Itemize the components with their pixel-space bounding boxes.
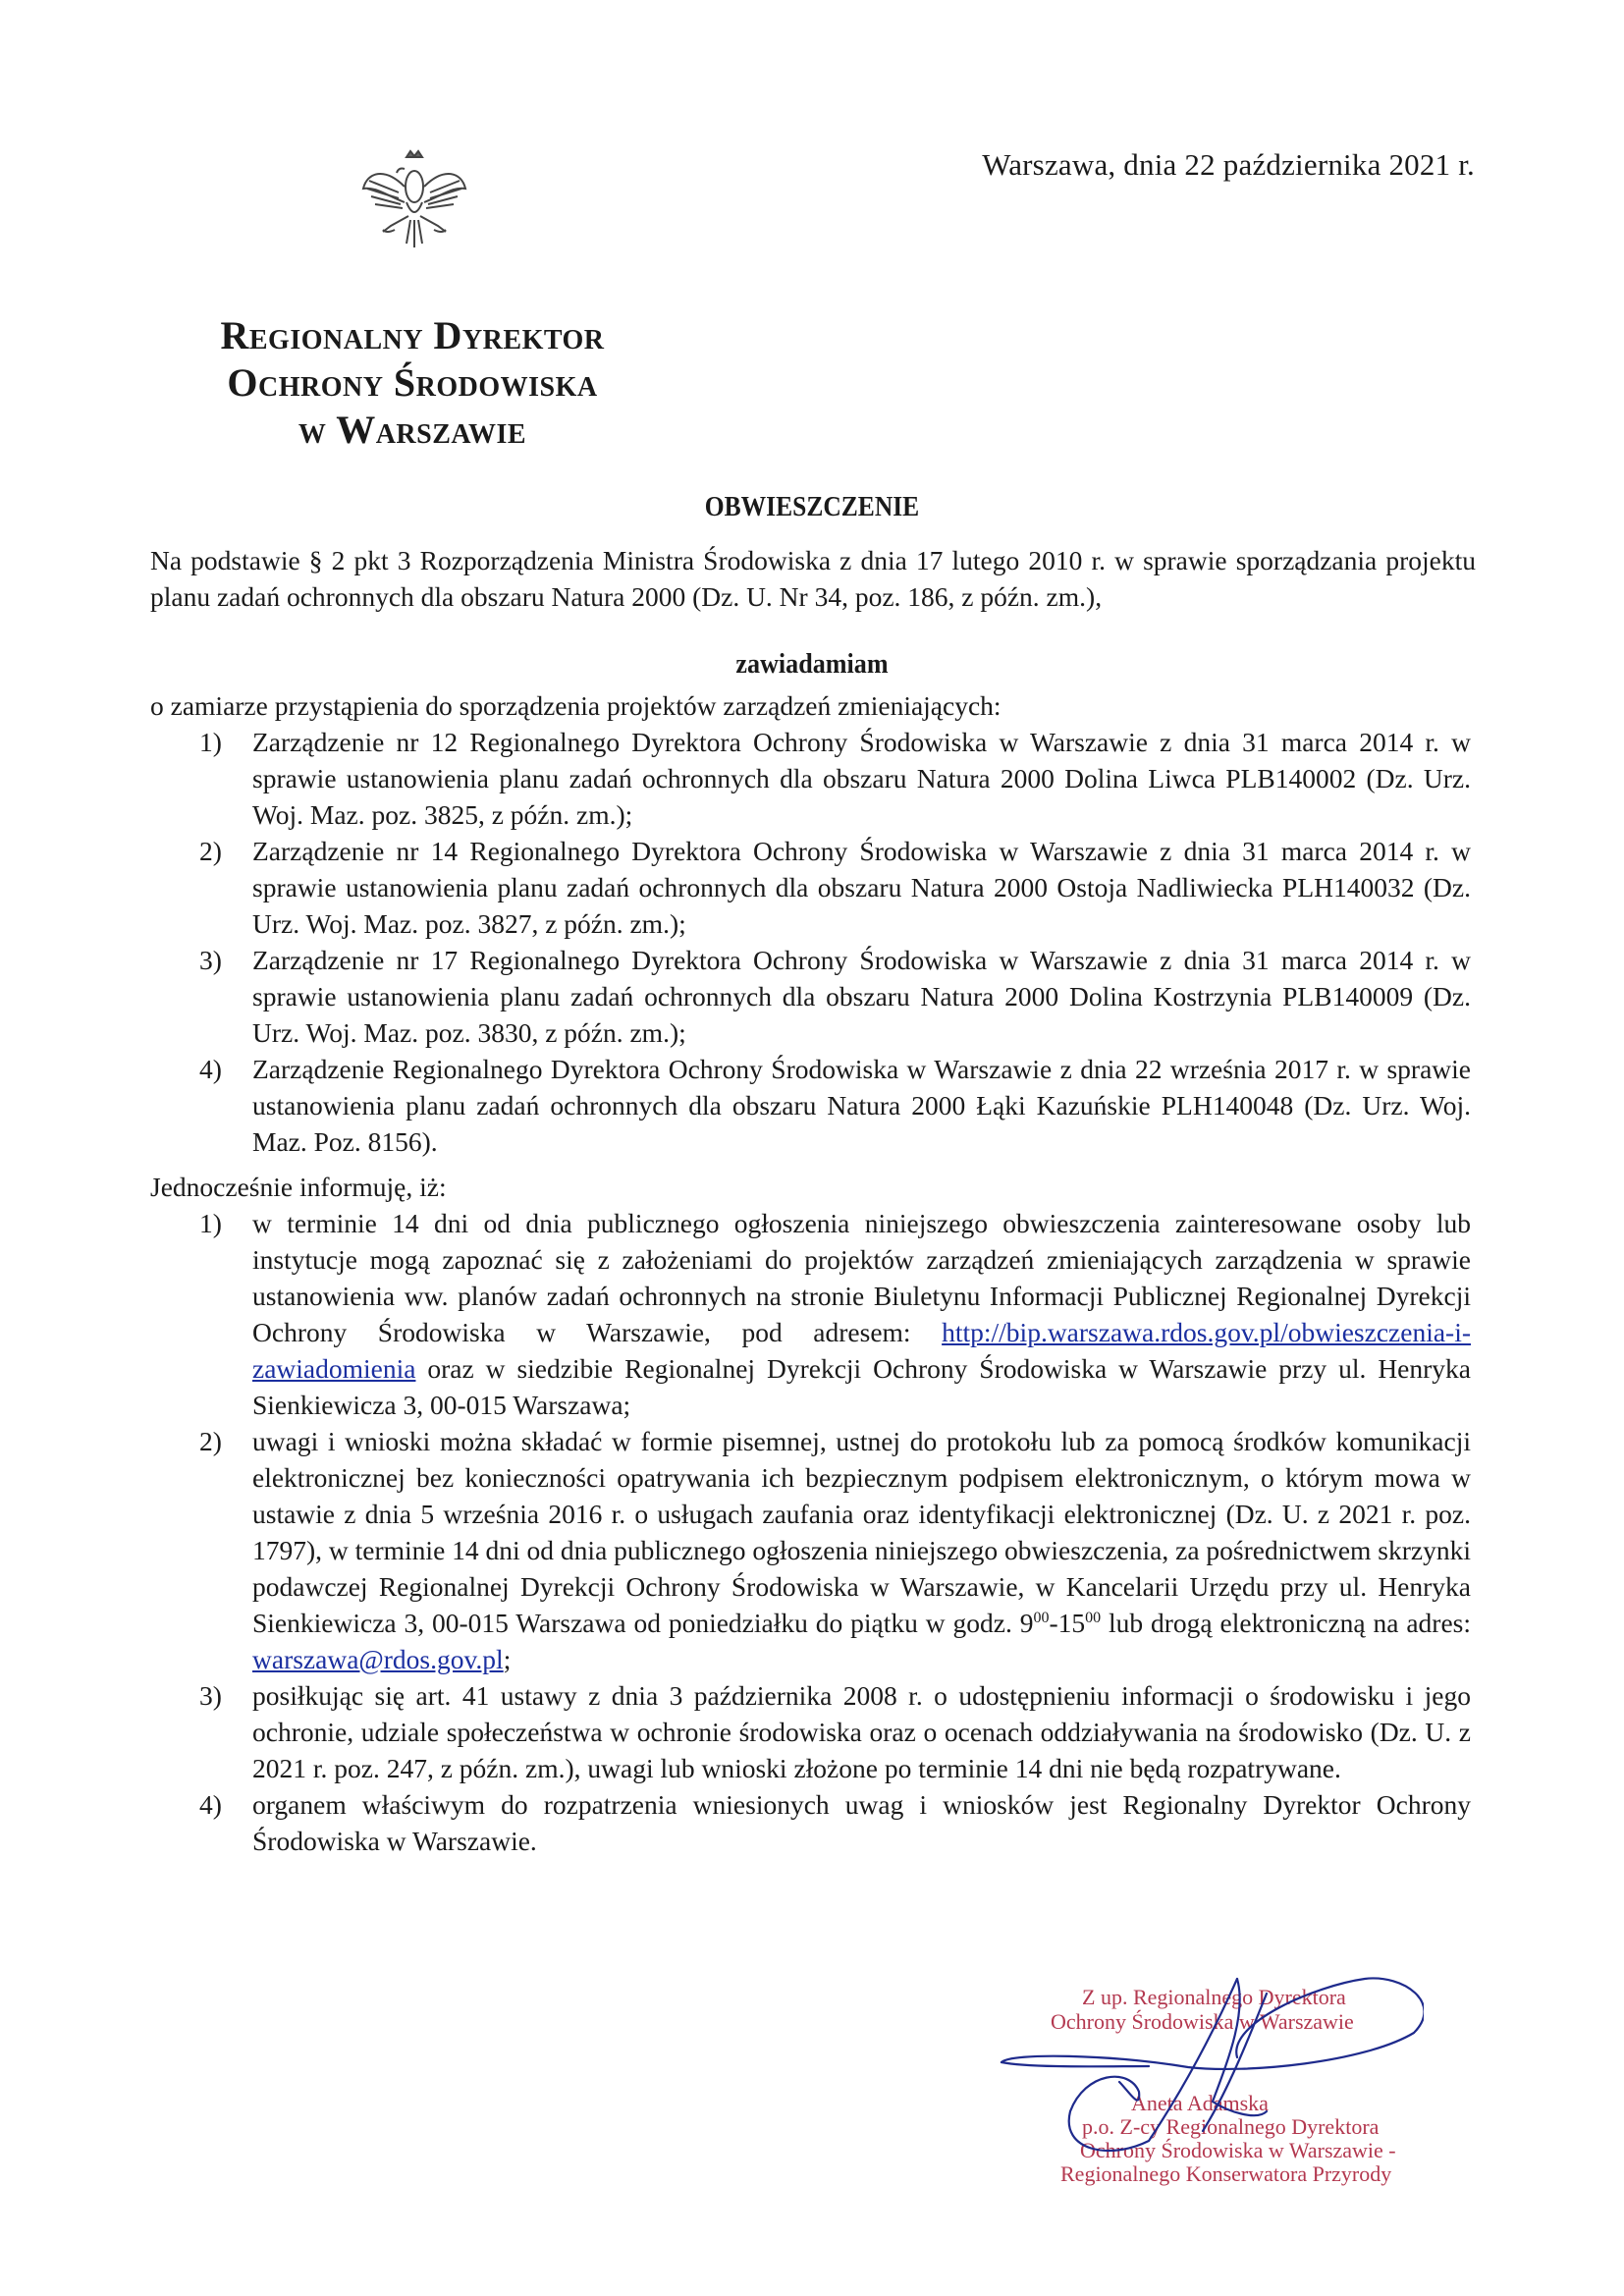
list-item (150, 1051, 1471, 1160)
list-item-text: Zarządzenie Regionalnego Dyrektora Ochrony Środowiska w Warszawie z dnia 22 września 2017 r. w sprawie ustanowienia planu zadań ochronnych dla obszaru Natura 2000 Łąki Kazuńskie PLH140048 (Dz. Urz. Woj. Maz. Poz. 8156). (252, 1054, 1471, 1157)
info-lead: Jednocześnie informuję, iż: (150, 1172, 447, 1202)
bip-link[interactable]: http://bip.warszawa.rdos.gov.pl/obwieszczenia-i-zawiadomienia (252, 1317, 1471, 1384)
info-list (150, 1205, 1471, 1859)
list-item (150, 1205, 1471, 1423)
list-number: 2) (199, 836, 222, 866)
polish-eagle-emblem-icon (355, 147, 473, 257)
list-number: 4) (199, 1789, 222, 1820)
list-item (150, 1786, 1471, 1859)
stamp-line: p.o. Z-cy Regionalnego Dyrektora (1082, 2114, 1380, 2139)
list-item-text: Zarządzenie nr 12 Regionalnego Dyrektora Ochrony Środowiska w Warszawie z dnia 31 marca 2014 r. w sprawie ustanowienia planu zadań ochronnych dla obszaru Natura 2000 Dolina Liwca PLB140002 (Dz. Urz. Woj. Maz. poz. 3825, z późn. zm.); (252, 727, 1471, 830)
stamp-line: Ochrony Środowiska w Warszawie - (1080, 2138, 1396, 2162)
list-number: 2) (199, 1426, 222, 1456)
stamp-line: Ochrony Środowiska w Warszawie (1051, 2009, 1354, 2034)
list-item-text: lub drogą elektroniczną na adres: (1101, 1608, 1472, 1638)
list-number: 1) (199, 1208, 222, 1238)
announce-word: zawiadamiam (735, 648, 889, 680)
list-item-text: organem właściwym do rozpatrzenia wniesionych uwag i wniosków jest Regionalny Dyrektor Ochrony Środowiska w Warszawie. (252, 1789, 1471, 1856)
stamp-line: Z up. Regionalnego Dyrektora (1082, 1985, 1346, 2009)
stamp-signatory-name: Aneta Adamska (1131, 2091, 1269, 2115)
legal-basis-paragraph: Na podstawie § 2 pkt 3 Rozporządzenia Ministra Środowiska z dnia 17 lutego 2010 r. w sprawie sporządzania projektu planu zadań ochronnych dla obszaru Natura 2000 (Dz. U. Nr 34, poz. 186, z późn. zm.), (150, 545, 1476, 612)
list-number: 3) (199, 1680, 222, 1711)
stamp-line: Regionalnego Konserwatora Przyrody (1060, 2161, 1392, 2186)
list-item-text: uwagi i wnioski można składać w formie pisemnej, ustnej do protokołu lub za pomocą środków komunikacji elektronicznej bez konieczności opatrywania ich bezpiecznym podpisem elektronicznym, o którym mowa w ustawie z dnia 5 września 2016 r. o usługach zaufania oraz identyfikacji elektronicznej (Dz. U. z 2021 r. poz. 1797), w terminie 14 dni od dnia publicznego ogłoszenia niniejszego obwieszczenia, za pośrednictwem skrzynki podawczej Regionalnej Dyrekcji Ochrony Środowiska w Warszawie, w Kancelarii Urzędu przy ul. Henryka Sienkiewicza 3, 00-015 Warszawa od poniedziałku do piątku w godz. (252, 1426, 1471, 1638)
hours-start: 9 (1019, 1608, 1034, 1638)
hours-end: 15 (1057, 1608, 1086, 1638)
document-title: OBWIESZCZENIE (704, 491, 920, 522)
list-item (150, 833, 1471, 942)
list-item-text: Zarządzenie nr 14 Regionalnego Dyrektora Ochrony Środowiska w Warszawie z dnia 31 marca 2014 r. w sprawie ustanowienia planu zadań ochronnych dla obszaru Natura 2000 Ostoja Nadliwiecka PLH140032 (Dz. Urz. Woj. Maz. poz. 3827, z późn. zm.); (252, 836, 1471, 939)
list-item (150, 942, 1471, 1051)
list-item-text: ; (503, 1644, 512, 1674)
handwritten-signature (992, 1964, 1424, 2160)
document-date: Warszawa, dnia 22 października 2021 r. (982, 147, 1475, 182)
office-line: Regionalny Dyrektor (220, 313, 605, 357)
list-item-text: oraz w siedzibie Regionalnej Dyrekcji Ochrony Środowiska w Warszawie przy ul. Henryka Sienkiewicza 3, 00-015 Warszawa; (252, 1353, 1471, 1420)
list-item-text: posiłkując się art. 41 ustawy z dnia 3 października 2008 r. o udostępnieniu informacji o środowisku i jego ochronie, udziale społeczeństwa w ochronie środowiska oraz o ocenach oddziaływania na środowisko (Dz. U. z 2021 r. poz. 247, z późn. zm.), uwagi lub wnioski złożone po terminie 14 dni nie będą rozpatrywane. (252, 1680, 1471, 1783)
list-number: 1) (199, 727, 222, 757)
office-line: Ochrony Środowiska (227, 360, 598, 405)
hours-start-minutes: 00 (1033, 1609, 1050, 1626)
list-number: 4) (199, 1054, 222, 1084)
issuing-office (167, 312, 658, 454)
hours-end-minutes: 00 (1085, 1609, 1102, 1626)
list-item (150, 724, 1471, 833)
list-item-text: Zarządzenie nr 17 Regionalnego Dyrektora Ochrony Środowiska w Warszawie z dnia 31 marca 2014 r. w sprawie ustanowienia planu zadań ochronnych dla obszaru Natura 2000 Dolina Kostrzynia PLB140009 (Dz. Urz. Woj. Maz. poz. 3830, z późn. zm.); (252, 945, 1471, 1048)
list-number: 3) (199, 945, 222, 975)
orders-list (150, 724, 1471, 1160)
hours-separator: - (1049, 1608, 1058, 1638)
list-item-text: w terminie 14 dni od dnia publicznego ogłoszenia niniejszego obwieszczenia zainteresowane osoby lub instytucje mogą zapoznać się z założeniami do projektów zarządzeń zmieniających zarządzenia w sprawie ustanowienia ww. planów zadań ochronnych na stronie Biuletynu Informacji Publicznej Regionalnej Dyrekcji Ochrony Środowiska w Warszawie, pod adresem: (252, 1208, 1471, 1347)
list-item (150, 1423, 1471, 1677)
office-line: w Warszawie (298, 408, 527, 452)
list-item (150, 1677, 1471, 1786)
orders-lead: o zamiarze przystąpienia do sporządzenia projektów zarządzeń zmieniających: (150, 690, 1001, 721)
email-link[interactable]: warszawa@rdos.gov.pl (252, 1644, 504, 1674)
